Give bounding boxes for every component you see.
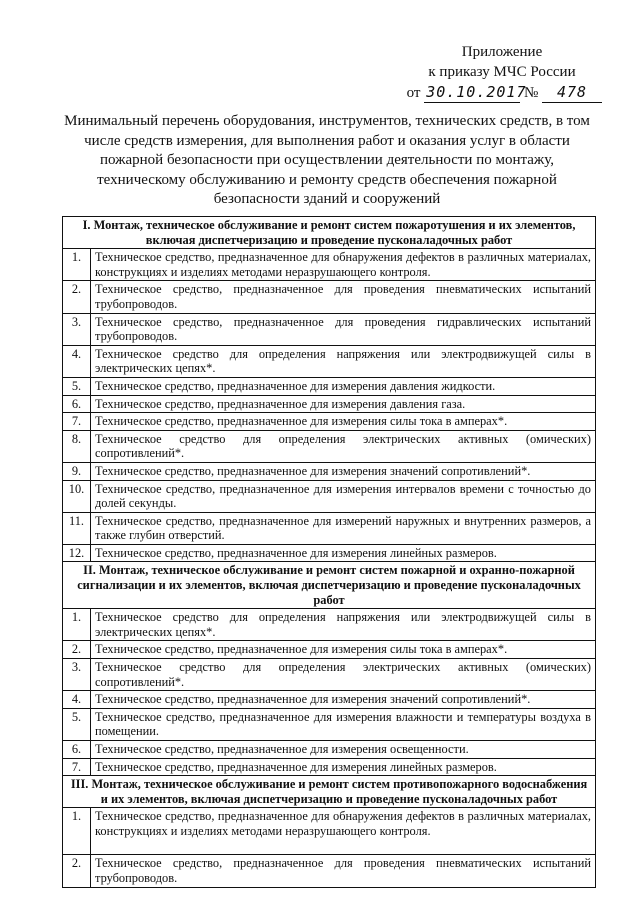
item-text: Техническое средство, предназначенное для измерения линейных размеров. xyxy=(91,758,596,776)
item-text: Техническое средство для определения электрических активных (омических) сопротивлений*. xyxy=(91,430,596,462)
section-heading: I. Монтаж, техническое обслуживание и ремонт систем пожаротушения и их элементов, включая диспетчеризацию и проведение пусконаладочных работ xyxy=(63,217,596,249)
item-number: 9. xyxy=(63,462,91,480)
table-row xyxy=(63,395,596,413)
item-text: Техническое средство, предназначенное для проведения пневматических испытаний трубопроводов. xyxy=(91,281,596,313)
table-row xyxy=(63,609,596,641)
table-row xyxy=(63,758,596,776)
table-row xyxy=(63,430,596,462)
item-text: Техническое средство, предназначенное для измерения силы тока в амперах*. xyxy=(91,641,596,659)
item-text: Техническое средство, предназначенное для измерения значений сопротивлений*. xyxy=(91,691,596,709)
document-title: Минимальный перечень оборудования, инструментов, технических средств, в том числе средств измерения, для выполнения работ и оказания услуг в области пожарной безопасности при осуществлении деятельности по монтажу, техническому обслуживанию и ремонту средств обеспечения пожарной безопасности зданий и сооружений xyxy=(64,113,590,207)
appendix-header xyxy=(402,42,602,103)
item-text: Техническое средство, предназначенное для измерения давления жидкости. xyxy=(91,377,596,395)
item-number: 3. xyxy=(63,313,91,345)
equipment-table xyxy=(62,216,596,888)
item-text: Техническое средство для определения напряжения или электродвижущей силы в электрических цепях*. xyxy=(91,345,596,377)
table-row xyxy=(63,512,596,544)
item-text: Техническое средство, предназначенное для измерения влажности и температуры воздуха в помещении. xyxy=(91,708,596,740)
item-text: Техническое средство для определения напряжения или электродвижущей силы в электрических цепях*. xyxy=(91,609,596,641)
order-reference xyxy=(402,82,602,103)
section-heading: II. Монтаж, техническое обслуживание и ремонт систем пожарной и охранно-пожарной сигнализации и их элементов, включая диспетчеризацию и проведение пусконаладочных работ xyxy=(63,562,596,609)
item-number: 7. xyxy=(63,413,91,431)
item-number: 1. xyxy=(63,249,91,281)
table-row xyxy=(63,741,596,759)
item-text: Техническое средство, предназначенное для измерения освещенности. xyxy=(91,741,596,759)
item-text: Техническое средство, предназначенное для проведения гидравлических испытаний трубопроводов. xyxy=(91,313,596,345)
item-number: 6. xyxy=(63,741,91,759)
table-row xyxy=(63,808,596,855)
section-row xyxy=(63,217,596,249)
section-heading: III. Монтаж, техническое обслуживание и ремонт систем противопожарного водоснабжения и их элементов, включая диспетчеризацию и проведение пусконаладочных работ xyxy=(63,776,596,808)
item-number: 11. xyxy=(63,512,91,544)
item-number: 1. xyxy=(63,808,91,855)
item-text: Техническое средство, предназначенное для измерения значений сопротивлений*. xyxy=(91,462,596,480)
order-date: 30.10.2017 xyxy=(426,83,527,101)
item-number: 3. xyxy=(63,659,91,691)
item-text: Техническое средство, предназначенное для измерения давления газа. xyxy=(91,395,596,413)
table-row xyxy=(63,281,596,313)
from-label: от xyxy=(406,85,421,101)
item-number: 10. xyxy=(63,480,91,512)
item-number: 8. xyxy=(63,430,91,462)
appendix-line2: к приказу МЧС России xyxy=(428,64,576,80)
table-row xyxy=(63,708,596,740)
table-row xyxy=(63,659,596,691)
table-row xyxy=(63,641,596,659)
table-row xyxy=(63,691,596,709)
item-number: 2. xyxy=(63,855,91,887)
table-row xyxy=(63,480,596,512)
item-text: Техническое средство для определения электрических активных (омических) сопротивлений*. xyxy=(91,659,596,691)
item-number: 4. xyxy=(63,691,91,709)
item-number: 6. xyxy=(63,395,91,413)
item-number: 2. xyxy=(63,281,91,313)
item-text: Техническое средство, предназначенное для обнаружения дефектов в различных материалах, конструкциях и изделиях методами неразрушающего контроля. xyxy=(91,249,596,281)
table-row xyxy=(63,855,596,887)
table-row xyxy=(63,313,596,345)
table-row xyxy=(63,377,596,395)
table-row xyxy=(63,413,596,431)
item-number: 5. xyxy=(63,708,91,740)
appendix-line1: Приложение xyxy=(461,44,543,60)
item-text: Техническое средство, предназначенное для измерения интервалов времени с точностью до долей секунды. xyxy=(91,480,596,512)
item-number: 12. xyxy=(63,544,91,562)
table-row xyxy=(63,544,596,562)
order-number: 478 xyxy=(542,82,602,103)
item-number: 1. xyxy=(63,609,91,641)
item-number: 5. xyxy=(63,377,91,395)
section-row xyxy=(63,562,596,609)
table-row xyxy=(63,462,596,480)
item-number: 7. xyxy=(63,758,91,776)
item-number: 2. xyxy=(63,641,91,659)
section-row xyxy=(63,776,596,808)
item-number: 4. xyxy=(63,345,91,377)
item-text: Техническое средство, предназначенное для измерения линейных размеров. xyxy=(91,544,596,562)
table-row xyxy=(63,249,596,281)
number-label: № xyxy=(523,85,539,101)
item-text: Техническое средство, предназначенное для проведения пневматических испытаний трубопроводов. xyxy=(91,855,596,887)
item-text: Техническое средство, предназначенное для обнаружения дефектов в различных материалах, конструкциях и изделиях методами неразрушающего контроля. xyxy=(91,808,596,855)
item-text: Техническое средство, предназначенное для измерений наружных и внутренних размеров, а также глубин отверстий. xyxy=(91,512,596,544)
item-text: Техническое средство, предназначенное для измерения силы тока в амперах*. xyxy=(91,413,596,431)
table-row xyxy=(63,345,596,377)
